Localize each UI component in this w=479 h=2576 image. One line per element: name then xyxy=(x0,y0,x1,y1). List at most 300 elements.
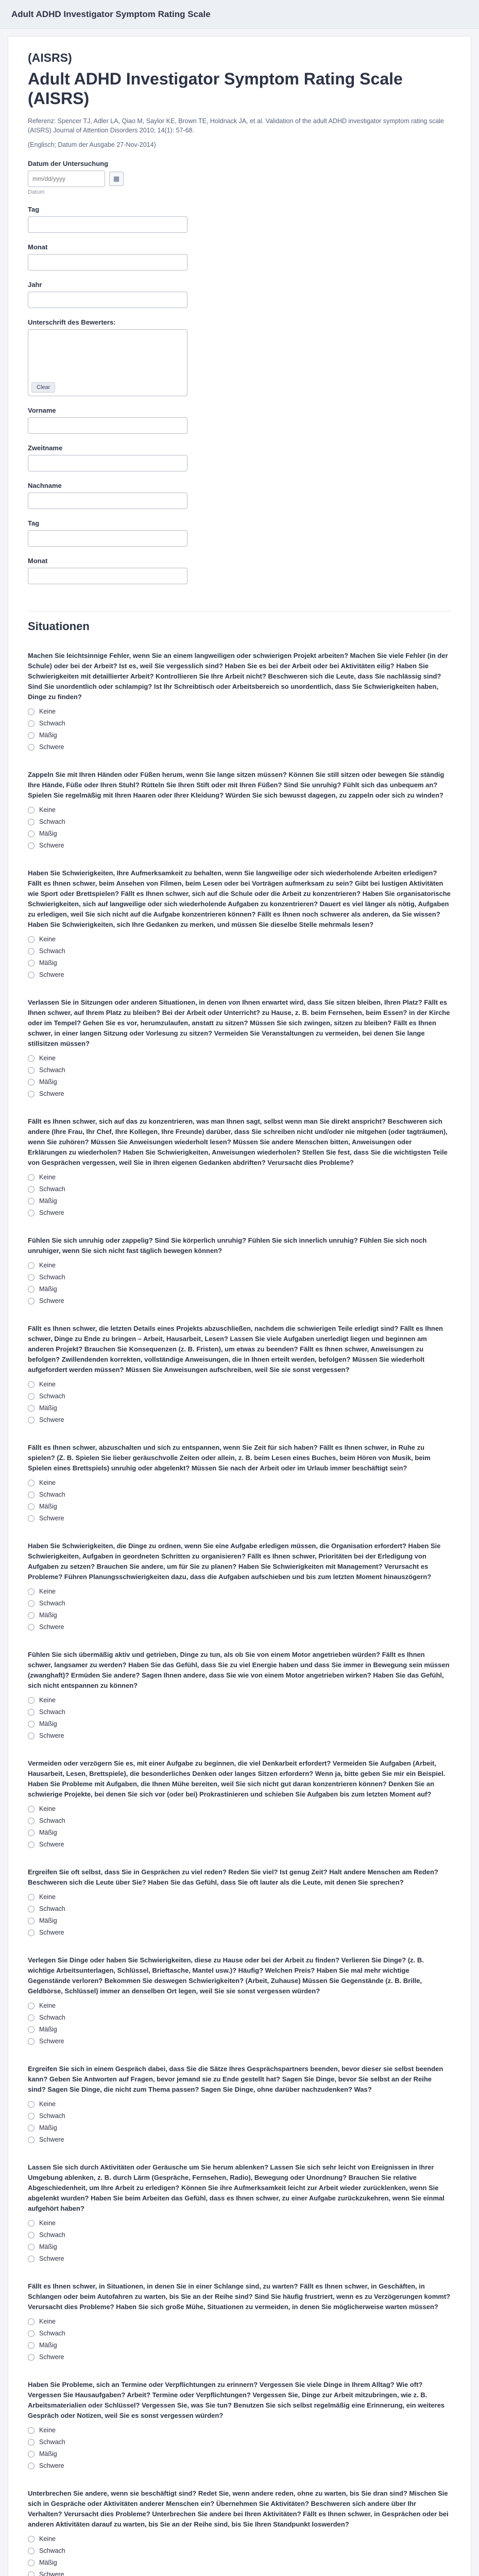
radio-button[interactable] xyxy=(28,2014,35,2021)
question-block xyxy=(28,651,451,752)
zweitname-label: Zweitname xyxy=(28,444,63,452)
radio-option[interactable] xyxy=(28,817,451,827)
radio-option-label: Keine xyxy=(39,1479,56,1486)
radio-option[interactable] xyxy=(28,2461,451,2471)
radio-option-label: Keine xyxy=(39,1174,56,1181)
date-input[interactable] xyxy=(28,171,105,187)
radio-button[interactable] xyxy=(28,2354,35,2361)
radio-option[interactable] xyxy=(28,1184,451,1194)
radio-option-label: Mäßig xyxy=(39,2342,57,2349)
question-text: Fällt es Ihnen schwer, abzuschalten und sich zu entspannen, wenn Sie Zeit für sich haben? Fällt es Ihnen schwer, in Ruhe zu spielen? (Z. B. Spielen Sie lieber geräuschvolle Zeiten oder allein, z. B. beim Lesen eines Buches, beim Hören von Musik, beim Spielen eines Brettspiels) unruhig oder abgelenkt? Müssen Sie nach der Arbeit oder im Urlaub immer beschäftigt sein? xyxy=(28,1444,431,1472)
radio-button[interactable] xyxy=(28,2427,35,2434)
radio-option-label: Schwach xyxy=(39,1600,65,1607)
radio-option-label: Mäßig xyxy=(39,1078,57,1086)
radio-option[interactable] xyxy=(28,2230,451,2240)
monat2-field xyxy=(28,557,451,584)
radio-button[interactable] xyxy=(28,1298,35,1304)
question-block xyxy=(28,2064,451,2145)
radio-option[interactable] xyxy=(28,2569,451,2576)
question-text: Verlassen Sie in Sitzungen oder anderen Situationen, in denen von Ihnen erwartet wird, dass Sie sitzen bleiben, Ihren Platz? Fällt es Ihnen schwer, auf Ihrem Platz zu bleiben? Bei der Arbeit oder Unterricht? zu Hause, z. B. beim Fernsehen, beim Essen? in der Kirche oder im Tempel? Gehen Sie es vor, herumzulaufen, anstatt zu sitzen? Müssen Sie sich zwingen, sitzen zu bleiben? Fällt es Ihnen schwer, in einer langen Sitzung oder Vorlesung zu sitzen? Vermeiden Sie Veranstaltungen zu vermeiden, bei denen Sie lange stillsitzen müssen? xyxy=(28,998,450,1047)
date-sublabel: Datum xyxy=(28,189,45,195)
radio-option[interactable] xyxy=(28,1513,451,1523)
radio-option[interactable] xyxy=(28,1804,451,1814)
radio-button[interactable] xyxy=(28,1186,35,1193)
radio-button[interactable] xyxy=(28,1829,35,1836)
radio-button[interactable] xyxy=(28,1588,35,1595)
radio-option-label: Mäßig xyxy=(39,1503,57,1510)
radio-button[interactable] xyxy=(28,1055,35,1062)
radio-button[interactable] xyxy=(28,1600,35,1607)
date-label: Datum der Untersuchung xyxy=(28,160,109,167)
question-text: Verlegen Sie Dinge oder haben Sie Schwierigkeiten, diese zu Hause oder bei der Arbeit zu finden? Verlieren Sie Dinge? (z. B. wichtige Arbeitsunterlagen, Schlüssel, Brieftasche, Mantel usw.)? Häufig? Welchen Preis? Haben Sie mal mehr wichtige Gegenstände verloren? Bekommen Sie deswegen Schwierigkeiten? (Arbeit, Zuhause) Müssen Sie Gegenstände (z. B. Brille, Geldbörse, Schlüssel) immer an denselben Ort legen, weil Sie sie sonst vergessen würden? xyxy=(28,1956,424,1995)
radio-option-label: Mäßig xyxy=(39,2124,57,2131)
radio-option-label: Keine xyxy=(39,2318,56,2325)
radio-button[interactable] xyxy=(28,1894,35,1901)
radio-button[interactable] xyxy=(28,2318,35,2325)
question-text: Machen Sie leichtsinnige Fehler, wenn Sie an einem langweiligen oder schwierigen Projekt arbeiten? Machen Sie viele Fehler (in der Schule) oder bei der Arbeit? Ist es, weil Sie vergesslich sind? Haben Sie es bei der Arbeit oder bei Aktivitäten eilig? Haben Sie Schwierigkeiten mit detaillierter Arbeit? Kontrollieren Sie Ihre Arbeit nicht? Beschweren sich die Leute, dass Sie nachlässig sind? Sind Sie unordentlich oder schlampig? Ist Ihr Schreibtisch oder Arbeitsbereich so unordentlich, dass Sie Schwierigkeiten haben, Dinge zu finden? xyxy=(28,652,448,701)
radio-option[interactable] xyxy=(28,2012,451,2023)
radio-option[interactable] xyxy=(28,2099,451,2109)
radio-option[interactable] xyxy=(28,1415,451,1425)
question-block xyxy=(28,1650,451,1741)
radio-button[interactable] xyxy=(28,2026,35,2033)
radio-option-label: Schwere xyxy=(39,842,64,849)
tag2-input[interactable] xyxy=(28,530,187,547)
radio-option-label: Keine xyxy=(39,2100,56,2108)
radio-option-label: Schwere xyxy=(39,2462,64,2469)
radio-option[interactable] xyxy=(28,840,451,851)
question-block xyxy=(28,2488,451,2576)
radio-button[interactable] xyxy=(28,1709,35,1716)
radio-option-label: Keine xyxy=(39,2002,56,2009)
radio-button[interactable] xyxy=(28,1697,35,1704)
radio-option[interactable] xyxy=(28,1403,451,1413)
radio-button[interactable] xyxy=(28,831,35,837)
radio-button[interactable] xyxy=(28,1405,35,1412)
radio-option-label: Mäßig xyxy=(39,1197,57,1205)
question-block xyxy=(28,1541,451,1632)
jahr-label: Jahr xyxy=(28,281,42,289)
radio-option-label: Mäßig xyxy=(39,1285,57,1293)
monat2-input[interactable] xyxy=(28,568,187,584)
radio-button[interactable] xyxy=(28,948,35,955)
radio-option-label: Mäßig xyxy=(39,2243,57,2250)
question-options xyxy=(28,2425,451,2471)
radio-option-label: Schwach xyxy=(39,1905,65,1912)
radio-button[interactable] xyxy=(28,1067,35,1074)
radio-option-label: Schwere xyxy=(39,1416,64,1423)
radio-option[interactable] xyxy=(28,1379,451,1389)
radio-button[interactable] xyxy=(28,1733,35,1739)
radio-option[interactable] xyxy=(28,2557,451,2568)
radio-button[interactable] xyxy=(28,2220,35,2227)
radio-option-label: Schwach xyxy=(39,1491,65,1498)
radio-button[interactable] xyxy=(28,2451,35,2458)
radio-option[interactable] xyxy=(28,1296,451,1306)
radio-option-label: Schwach xyxy=(39,947,65,955)
question-options xyxy=(28,1379,451,1425)
radio-button[interactable] xyxy=(28,1806,35,1812)
radio-option[interactable] xyxy=(28,742,451,752)
radio-button[interactable] xyxy=(28,807,35,814)
radio-option[interactable] xyxy=(28,1478,451,1488)
radio-button[interactable] xyxy=(28,1393,35,1400)
radio-option[interactable] xyxy=(28,1077,451,1087)
question-options xyxy=(28,1172,451,1218)
radio-option[interactable] xyxy=(28,1892,451,1902)
radio-button[interactable] xyxy=(28,2244,35,2250)
radio-option[interactable] xyxy=(28,1707,451,1717)
radio-option[interactable] xyxy=(28,1053,451,1063)
question-options xyxy=(28,934,451,980)
radio-option-label: Keine xyxy=(39,936,56,943)
edition-note: (Englisch; Datum der Ausgabe 27-Nov-2014) xyxy=(28,141,156,148)
radio-button[interactable] xyxy=(28,720,35,727)
question-block xyxy=(28,1443,451,1523)
radio-option[interactable] xyxy=(28,1501,451,1512)
question-block xyxy=(28,1955,451,2046)
radio-button[interactable] xyxy=(28,2003,35,2009)
question-text: Fällt es Ihnen schwer, die letzten Details eines Projekts abzuschließen, nachdem die schwierigen Teile erledigt sind? Fällt es Ihnen schwer, Dinge zu Ende zu bringen – Arbeit, Hausarbeit, Lesen? Lassen Sie viele Aufgaben unerledigt liegen und beginnen am anderen Projekt? Brauchen Sie Konsequenzen (z. B. Fristen), um etwas zu beenden? Fällt es Ihnen schwer, Anweisungen zu befolgen? Zwillendenden korrekten, vollständige Anweisungen, die in Ihnen erteilt werden, befolgen? Müssen Sie wiederholt aufgefordert werden müssen? Müssen Sie Anweisungen aufschreiben, weil Sie sie sonst vergessen? xyxy=(28,1325,443,1374)
radio-button[interactable] xyxy=(28,1274,35,1281)
radio-option[interactable] xyxy=(28,2123,451,2133)
monat-field xyxy=(28,243,451,270)
reference-text: Referenz: Spencer TJ, Adler LA, Qiao M, Saylor KE, Brown TE, Holdnack JA, et al. Validation of the adult ADHD investigator symptom rating scale (AISRS) Journal of Attention Disorders 2010; 14(1): 57-68. xyxy=(28,117,444,134)
question-block xyxy=(28,2281,451,2362)
radio-button[interactable] xyxy=(28,732,35,739)
radio-option-label: Schwere xyxy=(39,2038,64,2045)
nachname-field xyxy=(28,482,451,509)
radio-button[interactable] xyxy=(28,936,35,943)
question-block xyxy=(28,1324,451,1425)
radio-option[interactable] xyxy=(28,946,451,956)
question-options xyxy=(28,2316,451,2362)
radio-option[interactable] xyxy=(28,1489,451,1500)
question-text: Haben Sie Schwierigkeiten, Ihre Aufmerksamkeit zu behalten, wenn Sie langweilige oder sich wiederholende Arbeiten erledigen? Fällt es Ihnen schwer, beim Ansehen von Filmen, beim Lesen oder bei Vorträgen aufmerksam zu sein? Gibt bei lustigen Aktivitäten wie Sport oder Brettspielen? Fällt es Ihnen schwer, sich auf die Schule oder die Arbeit zu konzentrieren? Haben Sie organisatorische Schwierigkeiten, sich auf langweilige oder sich wiederholende Aufgaben zu konzentrieren? Dauert es viel länger als nötig, Aufgaben zu erledigen, weil Sie sich nicht auf die Aufgabe konzentrieren können? Fällt es Ihnen noch schwerer als anderen, da Sie wissen? Haben Sie Schwierigkeiten, sich Ihre Gedanken zu merken, und müssen Sie dieselbe Stelle mehrmals lesen? xyxy=(28,869,451,928)
jahr-field xyxy=(28,281,451,308)
radio-button[interactable] xyxy=(28,2330,35,2337)
radio-option[interactable] xyxy=(28,1904,451,1914)
radio-option[interactable] xyxy=(28,1272,451,1282)
radio-option-label: Schwere xyxy=(39,1297,64,1304)
radio-option[interactable] xyxy=(28,2437,451,2447)
radio-option-label: Schwach xyxy=(39,1393,65,1400)
radio-option-label: Schwere xyxy=(39,2255,64,2262)
radio-button[interactable] xyxy=(28,1381,35,1388)
radio-option-label: Mäßig xyxy=(39,1612,57,1619)
radio-option[interactable] xyxy=(28,970,451,980)
question-text: Haben Sie Probleme, sich an Termine oder Verpflichtungen zu erinnern? Vergessen Sie viele Dinge in Ihrem Alltag? Wie oft? Vergessen Sie Hausaufgaben? Arbeit? Termine oder Verpflichtungen? Vergessen Sie, Dinge zur Arbeit mitzubringen, wie z. B. Arbeitsmaterialien oder Schlüssel? Vergessen Sie, was Sie tun? Benutzen Sie sich selbst regelmäßig eine Erinnerung, ein weiteres Gespräch oder Notizen, weil Sie es sonst vergessen würden? xyxy=(28,2381,445,2419)
radio-option[interactable] xyxy=(28,706,451,717)
question-text: Zappeln Sie mit Ihren Händen oder Füßen herum, wenn Sie lange sitzen müssen? Können Sie still sitzen oder bewegen Sie ständig Ihre Hände, Füße oder Ihren Stuhl? Rütteln Sie Ihren Stift oder mit Ihren Füßen? Sind Sie unruhig? Fühlt sich das unbequem an? Spielen Sie regelmäßig mit Ihren Haaren oder Ihrer Kleidung? Würden Sie sich bewusst dagegen, zu zappeln oder sich zu winden? xyxy=(28,771,444,799)
question-options xyxy=(28,1586,451,1632)
jahr-input[interactable] xyxy=(28,292,187,308)
radio-option-label: Schwach xyxy=(39,818,65,825)
radio-option[interactable] xyxy=(28,1731,451,1741)
radio-option[interactable] xyxy=(28,1065,451,1075)
question-list xyxy=(28,651,451,2576)
radio-button[interactable] xyxy=(28,2137,35,2143)
tag-field xyxy=(28,206,451,233)
radio-button[interactable] xyxy=(28,1079,35,1086)
calendar-icon[interactable]: ▦ xyxy=(109,172,124,186)
radio-button[interactable] xyxy=(28,2463,35,2469)
radio-button[interactable] xyxy=(28,2101,35,2108)
radio-button[interactable] xyxy=(28,744,35,751)
radio-option[interactable] xyxy=(28,2449,451,2459)
radio-option-label: Schwach xyxy=(39,2014,65,2021)
radio-option-label: Schwere xyxy=(39,971,64,978)
tag2-field xyxy=(28,519,451,547)
zweitname-input[interactable] xyxy=(28,455,187,471)
radio-button[interactable] xyxy=(28,2232,35,2239)
question-block xyxy=(28,770,451,851)
nachname-input[interactable] xyxy=(28,493,187,509)
radio-option-label: Keine xyxy=(39,708,56,715)
radio-option-label: Mäßig xyxy=(39,2026,57,2033)
radio-option[interactable] xyxy=(28,1927,451,1938)
radio-button[interactable] xyxy=(28,2342,35,2349)
vorname-label: Vorname xyxy=(28,406,56,414)
radio-option-label: Schwach xyxy=(39,2231,65,2239)
form-subtitle: (AISRS) xyxy=(28,51,72,64)
radio-option-label: Schwere xyxy=(39,1929,64,1936)
radio-option[interactable] xyxy=(28,2218,451,2228)
radio-button[interactable] xyxy=(28,1492,35,1498)
radio-option-label: Mäßig xyxy=(39,1404,57,1412)
question-text: Vermeiden oder verzögern Sie es, mit einer Aufgabe zu beginnen, die viel Denkarbeit erfordert? Vermeiden Sie Aufgaben (Arbeit, Hausarbeit, Lesen, Brettspiele), die besonderliches Denken oder langes Sitzen erfordern? Wenn ja, bitte geben Sie mir ein Beispiel. Haben Sie Probleme mit Aufgaben, die Ihnen Mühe bereiten, weil Sie sich nicht gut daran konzentrieren können? Denken Sie an schwierige Projekte, bei denen Sie sich vor (oder bei) Prokrastinieren und schieben Sie Aufgaben bis zum letzten Moment auf? xyxy=(28,1759,446,1798)
signature-field xyxy=(28,318,451,396)
monat2-label: Monat xyxy=(28,557,48,565)
question-text: Haben Sie Schwierigkeiten, die Dinge zu ordnen, wenn Sie eine Aufgabe erledigen müssen, die Organisation erfordert? Haben Sie Schwierigkeiten, Aufgaben in geordneten Schritten zu organisieren? Fällt es Ihnen schwer, Prioritäten bei der Erledigung von Aufgaben zu setzen? Brauchen Sie andere, um für Sie zu planen? Haben Sie Schwierigkeiten mit Management? Verursacht es Probleme? Führen Planungsschwierigkeiten dazu, dass die Aufgaben aufschieben und bis zum letzten Moment hinauszögern? xyxy=(28,1542,441,1581)
radio-option[interactable] xyxy=(28,1839,451,1850)
question-options xyxy=(28,1695,451,1741)
radio-option[interactable] xyxy=(28,2024,451,2035)
vorname-input[interactable] xyxy=(28,417,187,434)
question-options xyxy=(28,1478,451,1523)
radio-option-label: Mäßig xyxy=(39,830,57,837)
question-options xyxy=(28,2001,451,2046)
radio-button[interactable] xyxy=(28,842,35,849)
question-block xyxy=(28,868,451,980)
radio-option[interactable] xyxy=(28,2134,451,2145)
radio-option-label: Keine xyxy=(39,1697,56,1704)
monat-input[interactable] xyxy=(28,254,187,270)
radio-option-label: Schwere xyxy=(39,2136,64,2143)
radio-option-label: Keine xyxy=(39,1055,56,1062)
radio-option[interactable] xyxy=(28,958,451,968)
radio-option-label: Schwere xyxy=(39,743,64,751)
radio-button[interactable] xyxy=(28,1210,35,1216)
question-text: Fällt es Ihnen schwer, in Situationen, in denen Sie in einer Schlange sind, zu warten? Fällt es Ihnen schwer, in Geschäften, in Schlangen oder beim Autofahren zu warten, bis Sie an der Reihe sind? Sind Sie häufig frustriert, wenn es zu Verzögerungen kommt? Verursacht dies Probleme? Haben Sie sich große Mühe, Situationen zu vermeiden, in denen Sie möglicherweise warten müssen? xyxy=(28,2282,451,2311)
radio-option[interactable] xyxy=(28,2316,451,2327)
question-block xyxy=(28,1116,451,1218)
tag2-label: Tag xyxy=(28,519,40,527)
radio-option[interactable] xyxy=(28,2425,451,2435)
radio-option[interactable] xyxy=(28,1622,451,1632)
radio-option[interactable] xyxy=(28,1598,451,1608)
radio-option-label: Schwach xyxy=(39,1817,65,1824)
radio-option[interactable] xyxy=(28,2242,451,2252)
form-tab-header xyxy=(0,0,479,29)
radio-button[interactable] xyxy=(28,1929,35,1936)
question-text: Ergreifen Sie sich in einem Gespräch dabei, dass Sie die Sätze Ihres Gesprächspartners beenden, bevor dieser sie selbst beenden kann? Geben Sie Antworten auf Fragen, bevor jemand sie zu Ende gestellt hat? Sagen Sie Dinge, bevor Sie selbst an der Reihe sind? Sagen Sie Dinge, die nicht zum Thema passen? Sagen Sie Dinge, ohne darüber nachzudenken? Was? xyxy=(28,2065,443,2093)
radio-option[interactable] xyxy=(28,2546,451,2556)
question-block xyxy=(28,1867,451,1938)
radio-option-label: Schwach xyxy=(39,2547,65,2554)
radio-option[interactable] xyxy=(28,1816,451,1826)
question-block xyxy=(28,1758,451,1850)
radio-option[interactable] xyxy=(28,1284,451,1294)
radio-button[interactable] xyxy=(28,1091,35,1097)
radio-button[interactable] xyxy=(28,960,35,967)
radio-button[interactable] xyxy=(28,1417,35,1423)
radio-button[interactable] xyxy=(28,2571,35,2576)
radio-button[interactable] xyxy=(28,2113,35,2120)
radio-option[interactable] xyxy=(28,1196,451,1206)
radio-option[interactable] xyxy=(28,1172,451,1182)
radio-button[interactable] xyxy=(28,2536,35,2543)
radio-option-label: Keine xyxy=(39,1588,56,1595)
radio-button[interactable] xyxy=(28,819,35,825)
radio-button[interactable] xyxy=(28,1198,35,1205)
radio-button[interactable] xyxy=(28,1624,35,1631)
radio-option[interactable] xyxy=(28,1719,451,1729)
question-block xyxy=(28,1235,451,1306)
question-text: Fällt es Ihnen schwer, sich auf das zu konzentrieren, was man Ihnen sagt, selbst wenn man Sie direkt anspricht? Beschweren sich andere (Ihre Frau, Ihr Chef, Ihre Kollegen, Ihre Freunde) darüber, dass Sie schreiben nicht und/oder nie mitgehen (oder tagträumen), wenn Sie zuhören? Müssen Sie Anweisungen wiederholt lesen? Müssen Sie andere Menschen bitten, Anweisungen oder Erklärungen zu wiederholen? Haben Sie Schwierigkeiten, Anweisungen wiederholen? Stellen Sie fest, dass Sie die wichtigsten Teile von Gesprächen vergessen, weil Sie in Ihren eigenen Gedanken abdriften? Verursacht dies Probleme? xyxy=(28,1117,448,1166)
radio-button[interactable] xyxy=(28,2256,35,2262)
question-options xyxy=(28,805,451,851)
radio-button[interactable] xyxy=(28,1286,35,1293)
radio-option[interactable] xyxy=(28,934,451,944)
radio-button[interactable] xyxy=(28,2560,35,2566)
tab-title: Adult ADHD Investigator Symptom Rating Scale xyxy=(11,9,211,19)
clear-signature-button[interactable]: Clear xyxy=(31,382,55,393)
radio-option[interactable] xyxy=(28,1208,451,1218)
question-options xyxy=(28,2218,451,2264)
radio-button[interactable] xyxy=(28,2038,35,2045)
nachname-label: Nachname xyxy=(28,482,62,489)
radio-button[interactable] xyxy=(28,2439,35,2446)
radio-button[interactable] xyxy=(28,708,35,715)
radio-option[interactable] xyxy=(28,1610,451,1620)
radio-button[interactable] xyxy=(28,1918,35,1924)
tag-label: Tag xyxy=(28,206,40,213)
radio-option-label: Mäßig xyxy=(39,2450,57,2458)
radio-button[interactable] xyxy=(28,2548,35,2554)
question-text: Fühlen Sie sich unruhig oder zappelig? Sind Sie körperlich unruhig? Fühlen Sie sich innerlich unruhig? Fühlen Sie sich noch unruhiger, wenn Sie sich nicht fast täglich bewegen können? xyxy=(28,1236,427,1255)
radio-option-label: Schwach xyxy=(39,2438,65,2446)
radio-option[interactable] xyxy=(28,1827,451,1838)
question-options xyxy=(28,1260,451,1306)
radio-option[interactable] xyxy=(28,2340,451,2350)
form-card xyxy=(8,36,471,2576)
radio-option[interactable] xyxy=(28,2534,451,2544)
date-field xyxy=(28,160,451,195)
zweitname-field xyxy=(28,444,451,471)
radio-option-label: Keine xyxy=(39,1893,56,1901)
monat-label: Monat xyxy=(28,243,48,251)
section-title: Situationen xyxy=(28,611,451,633)
radio-button[interactable] xyxy=(28,1841,35,1848)
radio-button[interactable] xyxy=(28,1262,35,1269)
radio-option[interactable] xyxy=(28,2036,451,2046)
question-options xyxy=(28,706,451,752)
radio-option-label: Schwach xyxy=(39,720,65,727)
radio-option-label: Schwach xyxy=(39,1708,65,1716)
question-text: Fühlen Sie sich übermäßig aktiv und getrieben, Dinge zu tun, als ob Sie von einem Motor angetrieben würden? Fällt es Ihnen schwer, langsamer zu werden? Haben Sie das Gefühl, dass Sie zu viel Energie haben und dass Sie immer in Bewegung sein müssen (zwanghaft)? Ermüden Sie andere? Sagen Ihnen andere, dass Sie wie von einem Motor angetrieben wirken? Haben Sie das Gefühl, sich nicht entspannen zu können? xyxy=(28,1651,450,1689)
radio-option-label: Schwere xyxy=(39,2571,64,2576)
radio-option-label: Keine xyxy=(39,1262,56,1269)
radio-option-label: Mäßig xyxy=(39,2559,57,2566)
radio-option-label: Keine xyxy=(39,2427,56,2434)
radio-option[interactable] xyxy=(28,1391,451,1401)
radio-option-label: Keine xyxy=(39,806,56,814)
question-block xyxy=(28,2380,451,2471)
tag-input[interactable] xyxy=(28,216,187,233)
signature-pad[interactable] xyxy=(28,329,187,396)
question-block xyxy=(28,997,451,1099)
radio-button[interactable] xyxy=(28,1503,35,1510)
radio-button[interactable] xyxy=(28,1612,35,1619)
radio-button[interactable] xyxy=(28,1174,35,1181)
radio-option[interactable] xyxy=(28,2253,451,2264)
radio-option[interactable] xyxy=(28,730,451,740)
question-text: Ergreifen Sie oft selbst, dass Sie in Gesprächen zu viel reden? Reden Sie viel? Ist genug Zeit? Halt andere Menschen am Reden? Beschweren sich die Leute über Sie? Haben Sie das Gefühl, dass Sie oft lauter als die Leute, mit denen Sie sprechen? xyxy=(28,1868,438,1886)
radio-option-label: Keine xyxy=(39,2535,56,2543)
signature-label: Unterschrift des Bewerters: xyxy=(28,318,116,326)
radio-option-label: Mäßig xyxy=(39,959,57,967)
radio-option[interactable] xyxy=(28,2111,451,2121)
radio-option-label: Schwach xyxy=(39,2112,65,2120)
radio-button[interactable] xyxy=(28,1515,35,1522)
radio-option-label: Mäßig xyxy=(39,732,57,739)
radio-button[interactable] xyxy=(28,1480,35,1486)
question-options xyxy=(28,1053,451,1099)
radio-option-label: Keine xyxy=(39,1805,56,1812)
radio-option[interactable] xyxy=(28,1089,451,1099)
radio-button[interactable] xyxy=(28,1721,35,1727)
radio-option[interactable] xyxy=(28,2328,451,2338)
question-options xyxy=(28,1804,451,1850)
radio-option[interactable] xyxy=(28,2001,451,2011)
radio-option[interactable] xyxy=(28,828,451,839)
radio-option-label: Schwach xyxy=(39,2330,65,2337)
radio-option-label: Schwere xyxy=(39,1623,64,1631)
radio-button[interactable] xyxy=(28,972,35,978)
radio-option[interactable] xyxy=(28,805,451,815)
radio-option[interactable] xyxy=(28,1586,451,1597)
radio-option-label: Mäßig xyxy=(39,1829,57,1836)
radio-option[interactable] xyxy=(28,1695,451,1705)
question-options xyxy=(28,2534,451,2576)
question-options xyxy=(28,1892,451,1938)
radio-option[interactable] xyxy=(28,1916,451,1926)
vorname-field xyxy=(28,406,451,434)
radio-option[interactable] xyxy=(28,718,451,728)
question-options xyxy=(28,2099,451,2145)
radio-button[interactable] xyxy=(28,1818,35,1824)
radio-option[interactable] xyxy=(28,1260,451,1270)
radio-button[interactable] xyxy=(28,1906,35,1912)
radio-button[interactable] xyxy=(28,2125,35,2131)
radio-option-label: Keine xyxy=(39,1381,56,1388)
radio-option-label: Schwere xyxy=(39,1090,64,1097)
radio-option-label: Schwere xyxy=(39,1841,64,1848)
radio-option-label: Schwach xyxy=(39,1185,65,1193)
radio-option[interactable] xyxy=(28,2352,451,2362)
radio-option-label: Schwach xyxy=(39,1066,65,1074)
